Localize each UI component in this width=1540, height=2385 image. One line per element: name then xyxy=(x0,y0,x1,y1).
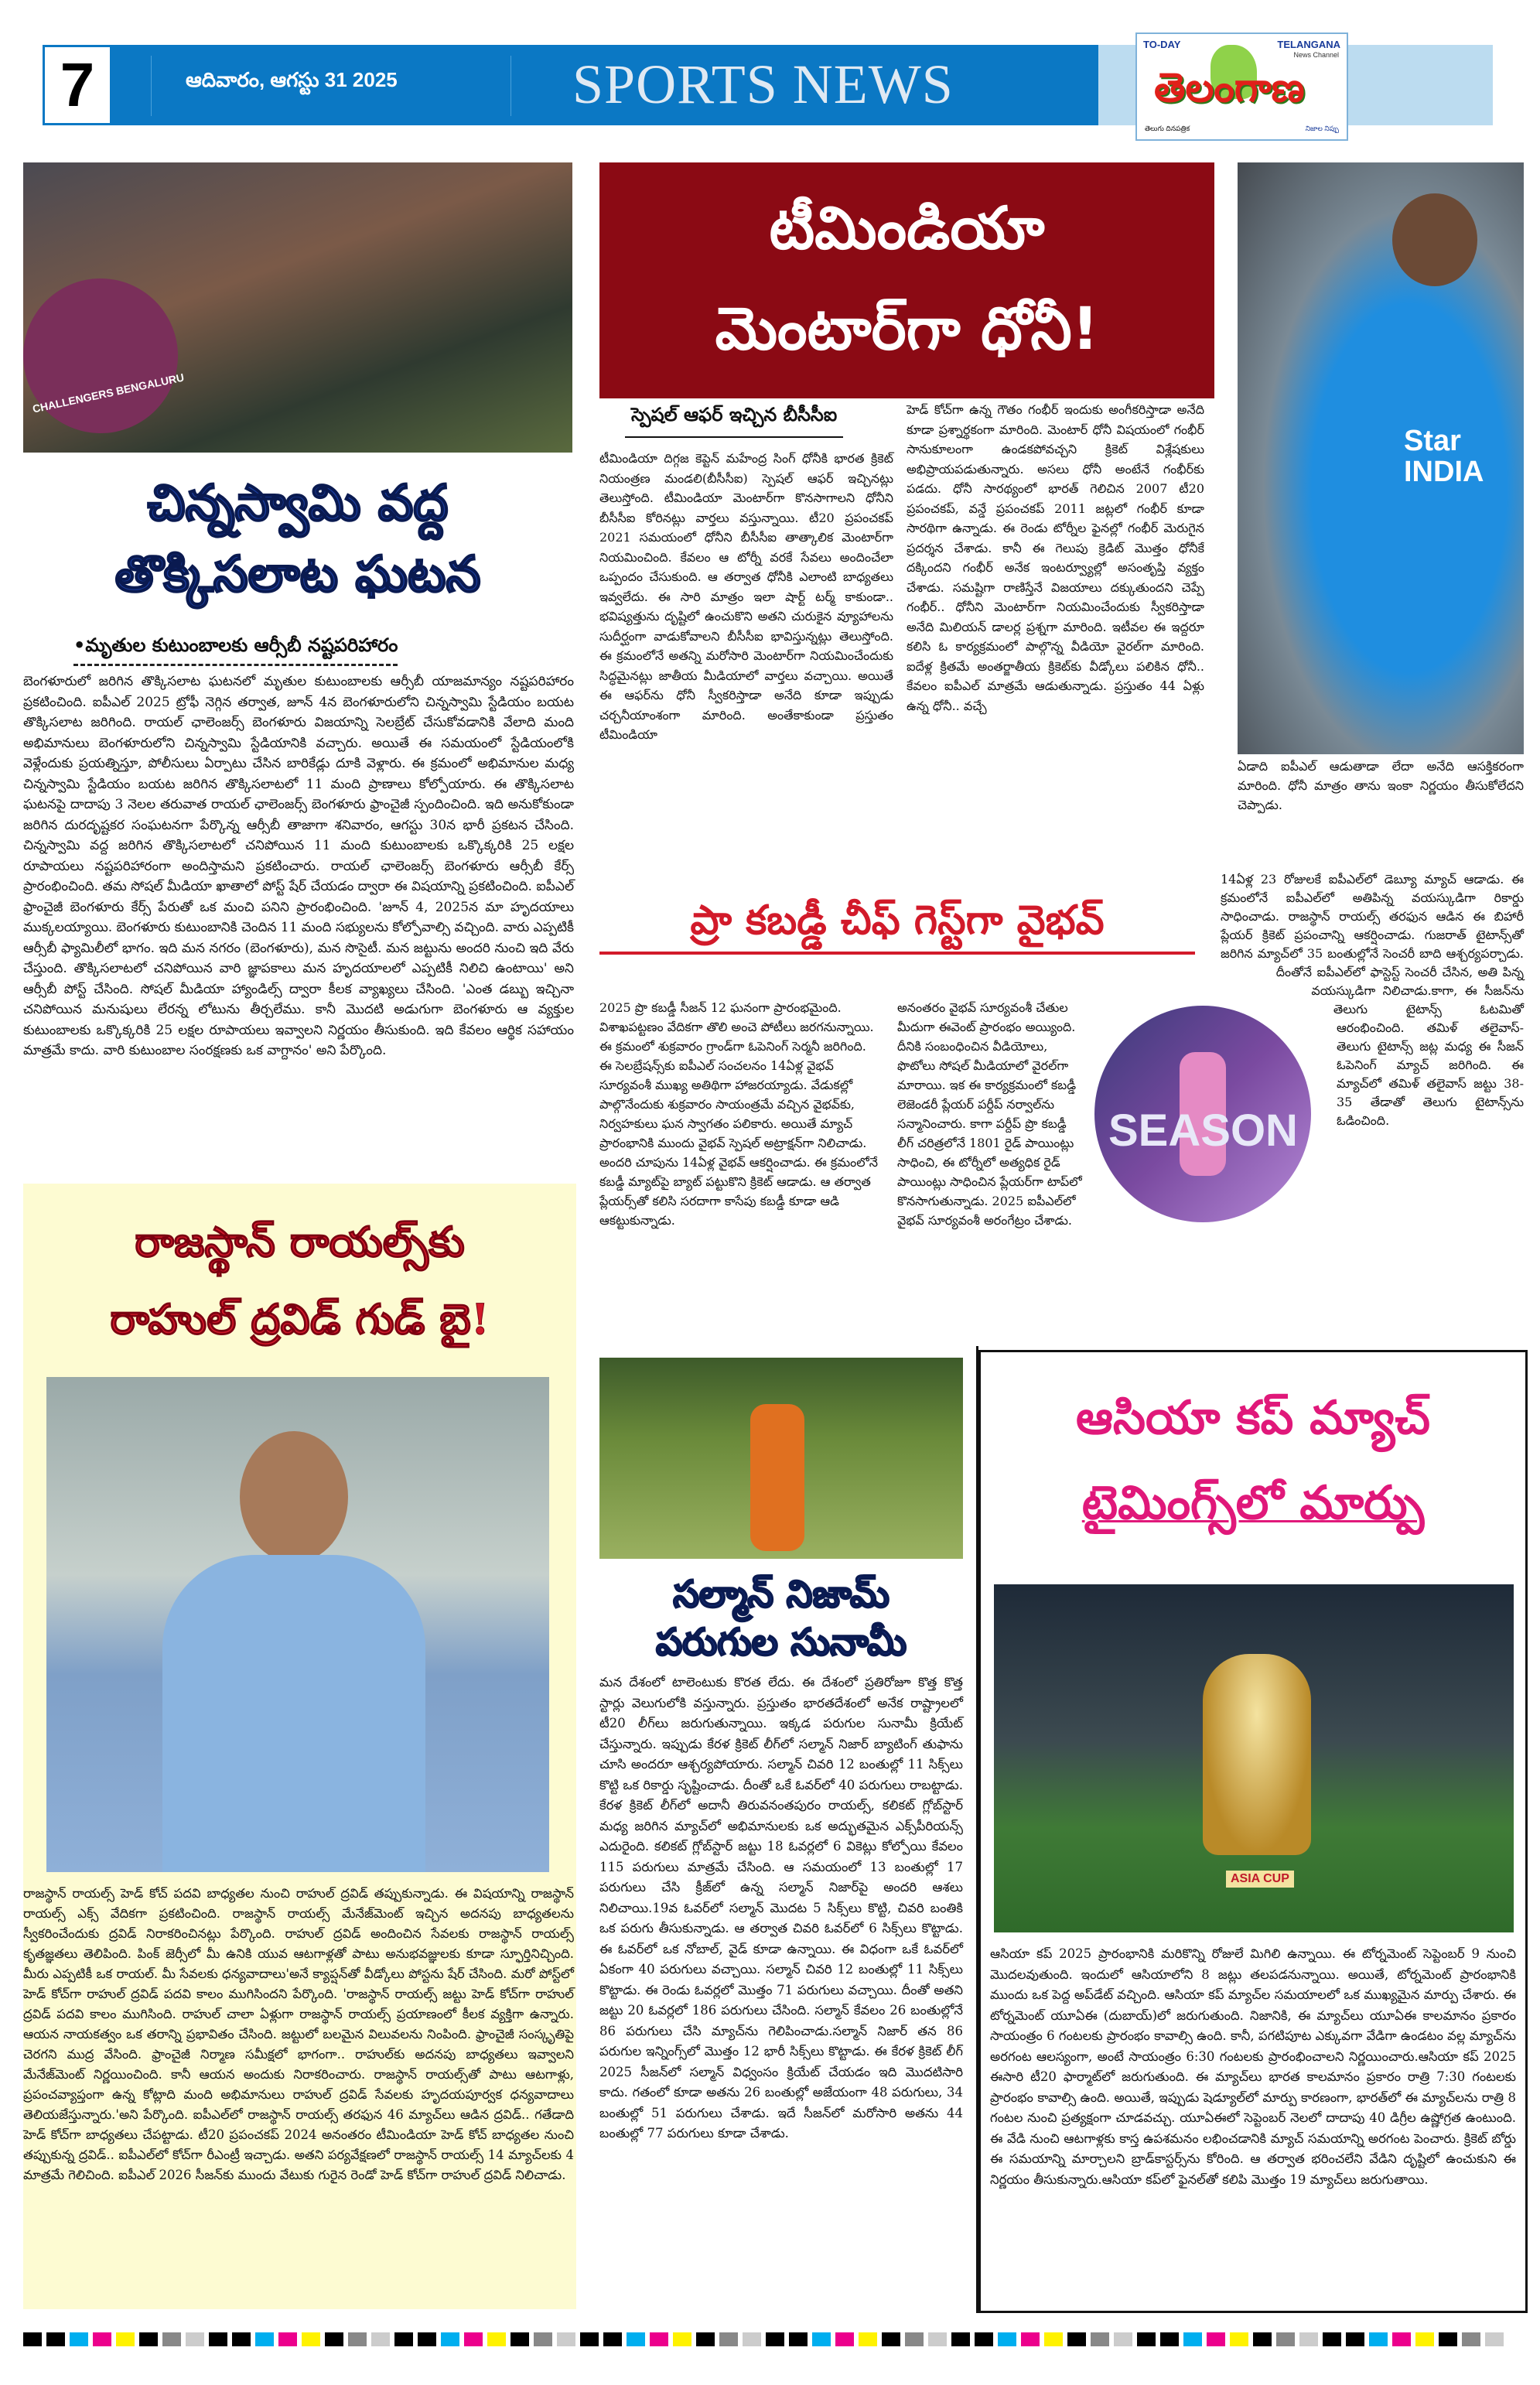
headline-line: చిన్నస్వామి వద్ద xyxy=(147,474,449,532)
registration-marks xyxy=(23,2332,1516,2346)
rcb-body: బెంగళూరులో జరిగిన తొక్కిసలాట ఘటనలో మృతుల కుటుంబాలకు ఆర్సీబీ యాజమాన్యం నష్టపరిహారం ప్రకటించింది. ఐపీఎల్ 2025 ట్రోఫీ నెగ్గిన తర్వాత, జూన్ 4న బెంగళూరులోని చిన్నస్వామి స్టేడియం బయట తొక్కిసలాట జరిగింది. రాయల్ ఛాలెంజర్స్ బెంగళూరు విజయాన్ని సెలబ్రేట్ చేసుకోవడానికి వేలాది మంది అభిమానులు బెంగళూరులోని చిన్నస్వామి స్టేడియానికి వచ్చారు. అయితే ఈ సమయంలో స్టేడియంలోకి వెళ్లేందుకు ప్రయత్నిస్తూ, పోలీసులు ఏర్పాటు చేసిన బారికేడ్లు దూకి వెళ్లారు. ఈ క్రమంలో అభిమానుల మధ్య చిన్నస్వామి స్టేడియం బయట జరిగిన తొక్కిసలాటలో 11 మంది ప్రాణాలు కోల్పోయారు. ఈ తొక్కిసలాట ఘటనపై దాదాపు 3 నెలల తరువాత రాయల్ ఛాలెంజర్స్ బెంగళూరు ఫ్రాంచైజీ స్పందించింది. ఇది అనుకోకుండా జరిగిన దురదృష్టకర సంఘటనగా పేర్కొన్న ఆర్సీబీ తాజాగా శనివారం, ఆగస్టు 30న భారీ ప్రకటన చేసింది. చిన్నస్వామి వద్ద జరిగిన తొక్కిసలాటలో చనిపోయిన 11 మంది కుటుంబాలకు ఒక్కొక్కరికి 25 లక్షల రూపాయలు నష్టపరిహారంగా అందిస్తామని ప్రకటించారు. రాయల్ ఛాలెంజర్స్ బెంగళూరు ఆర్సీబీ కేర్స్ ప్రారంభించింది. తమ సోషల్ మీడియా ఖాతాలో పోస్ట్ షేర్ చేయడం ద్వారా ఈ విషయాన్ని ప్రకటించింది. ఐపీఎల్ ఫ్రాంచైజీ బెంగళూరు కేర్స్ పేరుతో ఒక మంచి పనిని ప్రారంభించింది. 'జూన్ 4, 2025న మా హృదయాలు ముక్కలయ్యాయి. బెంగళూరు కుటుంబానికి చెందిన 11 మంది సభ్యులను కోల్పోవాల్సి వచ్చింది. వారు ఎప్పటికీ ఆర్సీబీ ఫ్యామిలీలో భాగం. ఇది మన నగరం (బెంగళూరు), మన సొసైటీ. మన జట్టును అందరి నుంచి ఇది వేరు చేస్తుంది. తొక్కిసలాటలో చనిపోయిన వారి జ్ఞాపకాలు మన హృదయాలలో ఎప్పటికీ నిలిచి ఉంటాయి' అని ఆర్సీబీ పోస్ట్ చేసింది. సోషల్ మీడియా హ్యాండిల్స్ ద్వారా కీలక వ్యాఖ్యలు చేసింది. 'ఎంత డబ్బు ఇచ్చినా చనిపోయిన మనుషులు లేరన్న లోటును తీర్చలేము. కానీ మొదటి అడుగుగా బెంగళూరు ఆ వ్యక్తుల కుటుంబాలకు ఒక్కొక్కరికి 25 లక్షల రూపాయలు ఇవ్వాలని నిర్ణయం తీసుకుంది. ఇది కేవలం ఆర్థిక సహాయం మాత్రమే కాదు. వారి కుటుంబాల సంరక్షణకు ఒక వాగ్దానం' అని పేర్కొంది. xyxy=(23,674,574,1058)
registration-swatch xyxy=(998,2332,1016,2346)
registration-swatch xyxy=(1369,2332,1388,2346)
dravid-headline xyxy=(23,1184,576,1358)
registration-swatch xyxy=(1230,2332,1248,2346)
dhoni-body-col1: టీమిండియా దిగ్గజ కెప్టెన్ మహేంద్ర సింగ్ ధోనీకి భారత క్రికెట్ నియంత్రణ మండలి(బీసీసీఐ) స్పెషల్ ఆఫర్ ఇచ్చినట్లు తెలుస్తోంది. టీమిండియా మెంటార్‌గా కొనసాగాలని ధోనీని బీసీసీఐ కోరినట్లు వార్తలు వస్తున్నాయి. టీ20 ప్రపంచకప్ 2021 సమయంలో ధోనీని బీసీసీఐ తాత్కాలిక మెంటార్‌గా నియమించింది. కేవలం ఆ టోర్నీ వరకే సేవలు అందించేలా ఒప్పందం చేసుకుంది. ఆ తర్వాత ధోనీకి ఎలాంటి బాధ్యతలు ఇవ్వలేదు. ఈ సారి మాత్రం ఇలా షార్ట్ టర్మ్ కాకుండా.. భవిష్యత్తును దృష్టిలో ఉంచుకొని అతని చురుకైన వ్యూహాలను సుదీర్ఘంగా వాడుకోవాలని బీసీసీఐ భావిస్తున్నట్లు తెలుస్తోంది. ఈ క్రమంలోనే అతన్ని మరోసారి మెంటార్‌గా నియమించేందుకు సిద్ధమైనట్లు జాతీయ మీడియాలో వార్తలు వచ్చాయి. అయితే ఈ ఆఫర్‌ను ధోనీ స్వీకరిస్తాడా అనేది కూడా ఇప్పుడు చర్చనీయాంశంగా మారింది. అంతేకాకుండా ప్రస్తుతం టీమిండియా xyxy=(599,451,893,742)
registration-swatch xyxy=(186,2332,204,2346)
photo-caption-text: CHALLENGERS BENGALURU xyxy=(31,371,186,415)
logo-text: తెలంగాణ xyxy=(1154,65,1305,111)
asiacup-body: ఆసియా కప్ 2025 ప్రారంభానికి మరికొన్ని రోజులే మిగిలి ఉన్నాయి. ఈ టోర్నమెంట్ సెప్టెంబర్ 9 నుంచి మొదలవుతుంది. ఇందులో ఆసియాలోని 8 జట్లు తలపడనున్నాయి. అయితే, టోర్నమెంట్ ప్రారంభానికి ముందు ఒక పెద్ద అప్‌డేట్ వచ్చింది. ఆసియా కప్ మ్యాచ్‌ల సమయాలలో ఒక ముఖ్యమైన మార్పు చేశారు. ఈ టోర్నమెంట్ యూఏఈ (దుబాయ్)లో జరుగుతుంది. నిజానికి, ఈ మ్యాచ్‌లు యూఏఈ కాలమానం ప్రకారం సాయంత్రం 6 గంటలకు ప్రారంభం కావాల్సి ఉంది. కానీ, పగటిపూట ఎక్కువగా వేడిగా ఉండటం వల్ల మ్యాచ్‌ను అరగంట ఆలస్యంగా, అంటే సాయంత్రం 6:30 గంటలకు ప్రారంభించాలని నిర్ణయించారు.ఆసియా కప్ 2025 ఈసారి టీ20 ఫార్మాట్‌లో జరుగుతుంది. ఈ మ్యాచ్‌లు భారత కాలమానం ప్రకారం రాత్రి 7:30 గంటలకు ప్రారంభం కావాల్సి ఉంది. అయితే, ఇప్పుడు షెడ్యూల్‌లో మార్పు కారణంగా, భారత్‌లో ఈ మ్యాచ్‌లను రాత్రి 8 గంటల నుంచి ప్రత్యక్షంగా చూడవచ్చు. యూఏఈలో సెప్టెంబర్ నెలలో దాదాపు 40 డిగ్రీల ఉష్ణోగ్రత ఉంటుంది. ఈ వేడి నుంచి ఆటగాళ్లకు కాస్త ఉపశమనం లభించడానికి మ్యాచ్ సమయాన్ని అరగంట పెంచారు. క్రికెట్ బోర్డు ఈ సమయాన్ని మార్చాలని బ్రాడ్‌కాస్టర్స్‌ను కోరింది. ఆ తర్వాత భరించలేని వేడిని దృష్టిలో ఉంచుకుని ఈ నిర్ణయం తీసుకున్నారు.ఆసియా కప్‌లో ఫైనల్‌తో కలిపి మొత్తం 19 మ్యాచ్‌లు జరుగుతాయి. xyxy=(990,1946,1516,2187)
logo-text: News Channel xyxy=(1293,51,1339,59)
masthead-logo xyxy=(1135,32,1348,141)
headline-line: సల్మాన్ నిజామ్ xyxy=(673,1573,890,1616)
registration-swatch xyxy=(580,2332,599,2346)
section-title: SPORTS NEWS xyxy=(572,53,954,115)
rcb-subhead: •మృతుల కుటుంబాలకు ఆర్సీబీ నష్టపరిహారం xyxy=(73,634,398,666)
registration-swatch xyxy=(1439,2332,1457,2346)
page-number: 7 xyxy=(43,45,112,125)
salman-photo xyxy=(599,1358,963,1559)
registration-swatch xyxy=(603,2332,622,2346)
registration-swatch xyxy=(46,2332,65,2346)
registration-swatch xyxy=(975,2332,993,2346)
registration-swatch xyxy=(534,2332,552,2346)
registration-swatch xyxy=(510,2332,529,2346)
kabaddi-body-col3 xyxy=(1221,870,1524,1304)
registration-swatch xyxy=(1392,2332,1411,2346)
divider xyxy=(510,56,511,116)
registration-swatch xyxy=(325,2332,343,2346)
registration-swatch xyxy=(1137,2332,1156,2346)
registration-swatch xyxy=(1160,2332,1179,2346)
dhoni-body-col3: ఏడాది ఐపీఎల్ ఆడుతాడా లేదా అనేది ఆసక్తికరంగా మారింది. ధోనీ మాత్రం తాను ఇంకా నిర్ణయం తీసుకోలేదని చెప్పాడు. xyxy=(1238,759,1524,812)
headline-line: రాహుల్ ద్రవిడ్ గుడ్ బై! xyxy=(110,1294,490,1344)
registration-swatch xyxy=(232,2332,251,2346)
registration-swatch xyxy=(23,2332,42,2346)
registration-swatch xyxy=(1044,2332,1063,2346)
asiacup-article-box xyxy=(978,1350,1528,2313)
asiacup-headline xyxy=(981,1352,1525,1546)
registration-swatch xyxy=(789,2332,808,2346)
registration-swatch xyxy=(302,2332,320,2346)
registration-swatch xyxy=(394,2332,413,2346)
registration-swatch xyxy=(464,2332,483,2346)
player-hoodie xyxy=(162,1555,425,1872)
headline-line: టీమిండియా xyxy=(769,193,1045,262)
registration-swatch xyxy=(1299,2332,1318,2346)
dhoni-headline xyxy=(599,162,1214,379)
registration-swatch xyxy=(93,2332,111,2346)
kabaddi-body-col2: అనంతరం వైభవ్ సూర్యవంశీ చేతుల మీదుగా ఈవెంట్ ప్రారంభం అయ్యింది. దీనికి సంబంధించిన వీడియోలు, ఫొటోలు సోషల్ మీడియాలో వైరల్‌గా మారాయి. ఇక ఈ కార్యక్రమంలో కబడ్డీ లెజెండరీ ప్లేయర్ పర్దీప్ నర్వాల్‌ను సన్మానించారు. కాగా పర్దీప్ ప్రొ కబడ్డీ లీగ్ చరిత్రలోనే 1801 రైడ్ పాయింట్లు సాధించి, ఈ టోర్నీలో అత్యధిక రైడ్ పాయింట్లు సాధించిన ప్లేయర్‌గా టాప్‌లో కొనసాగుతున్నాడు. 2025 ఐపీఎల్‌లో వైభవ్ సూర్యవంశీ అరంగేట్రం చేశాడు. xyxy=(897,1000,1082,1228)
dravid-photo xyxy=(46,1377,549,1872)
registration-swatch xyxy=(1067,2332,1086,2346)
registration-swatch xyxy=(1207,2332,1225,2346)
registration-swatch xyxy=(487,2332,506,2346)
registration-swatch xyxy=(116,2332,135,2346)
registration-swatch xyxy=(255,2332,274,2346)
photo-background-text: SEASON xyxy=(1108,1105,1298,1156)
registration-swatch xyxy=(766,2332,784,2346)
player-head xyxy=(1392,193,1477,286)
registration-swatch xyxy=(719,2332,738,2346)
player-head xyxy=(240,1431,348,1563)
registration-swatch xyxy=(209,2332,227,2346)
trophy-icon xyxy=(1203,1654,1311,1855)
registration-swatch xyxy=(1346,2332,1364,2346)
logo-text: నిజాల నిప్పు xyxy=(1305,125,1339,132)
registration-swatch xyxy=(743,2332,761,2346)
rcb-stampede-photo xyxy=(23,162,572,453)
registration-swatch xyxy=(1276,2332,1295,2346)
kabaddi-text: 14ఏళ్ల 23 రోజులకే ఐపీఎల్‌లో డెబ్యూ మ్యాచ్ ఆడాడు. ఈ క్రమంలోనే ఐపీఎల్‌లో అతిపిన్న వయస్కుడిగా రికార్డు సాధించాడు. రాజస్థాన్ రాయల్స్ తరఫున ఆడిన ఈ బిహారీ ప్లేయర్ క్రికెట్ ప్రపంచాన్ని ఆకర్షించాడు. గుజరాత్ టైటాన్స్‌తో జరిగిన మ్యాచ్‌లో 35 బంతుల్లోనే సెంచరీ బాది ఆశ్చర్యపర్చాడు. దీంతోనే ఐపీఎల్‌లో ఫాస్టెస్ట్ సెంచరీ చేసిన, అతి పిన్న వయస్కుడిగా నిలిచాడు.కాగా, ఈ సీజన్‌ను తెలుగు టైటాన్స్ ఓటమితో ఆరంభించింది. తమిళ్ తలైవాస్- తెలుగు టైటాన్స్ జట్ల మధ్య ఈ సీజన్ ఓపెనింగ్ మ్యాచ్ జరిగింది. ఈ మ్యాచ్‌లో తమిళ్ తలైవాస్ జట్టు 38- 35 తేడాతో తెలుగు టైటాన్స్‌ను ఓడించింది. xyxy=(1221,872,1524,1128)
dhoni-headline-box xyxy=(599,162,1214,398)
registration-swatch xyxy=(557,2332,575,2346)
registration-swatch xyxy=(627,2332,645,2346)
headline-line: మెంటార్‌గా ధోనీ! xyxy=(715,294,1099,363)
registration-swatch xyxy=(882,2332,900,2346)
dhoni-photo xyxy=(1238,162,1524,754)
headline-line: పరుగుల సునామీ xyxy=(655,1621,907,1664)
trophy-label: ASIA CUP xyxy=(1226,1871,1294,1888)
registration-swatch xyxy=(1462,2332,1480,2346)
rcb-headline xyxy=(23,468,572,610)
registration-swatch xyxy=(1323,2332,1341,2346)
logo-text: తెలుగు దినపత్రిక xyxy=(1145,125,1190,132)
divider xyxy=(151,56,152,116)
registration-swatch xyxy=(418,2332,436,2346)
headline-line: టైమింగ్స్‌లో మార్పు xyxy=(1081,1476,1425,1530)
registration-swatch xyxy=(1091,2332,1109,2346)
registration-swatch xyxy=(812,2332,831,2346)
registration-swatch xyxy=(650,2332,668,2346)
registration-swatch xyxy=(441,2332,459,2346)
registration-swatch xyxy=(1253,2332,1272,2346)
headline-line: రాజస్థాన్ రాయల్స్‌కు xyxy=(135,1217,465,1266)
registration-swatch xyxy=(835,2332,854,2346)
asiacup-trophy-photo xyxy=(994,1584,1514,1932)
registration-swatch xyxy=(1021,2332,1040,2346)
headline-line: తొక్కిసలాట ఘటన xyxy=(114,545,481,603)
jersey-text: Star INDIA xyxy=(1404,425,1484,488)
registration-swatch xyxy=(1485,2332,1504,2346)
registration-swatch xyxy=(673,2332,691,2346)
registration-swatch xyxy=(1114,2332,1132,2346)
registration-swatch xyxy=(951,2332,970,2346)
kabaddi-body-col1: 2025 ప్రొ కబడ్డీ సీజన్ 12 ఘనంగా ప్రారంభమైంది. విశాఖపట్టణం వేదికగా తొలి అంచె పోటీలు జరగనున్నాయి. ఈ క్రమంలో శుక్రవారం గ్రాండ్‌గా ఓపెనింగ్ సెర్మనీ జరిగింది. ఈ సెలబ్రేషన్స్‌కు ఐపీఎల్ సంచలనం 14ఏళ్ల వైభవ్ సూర్యవంశీ ముఖ్య అతిథిగా హాజరయ్యాడు. వేడుకల్లో పాల్గొనేందుకు శుక్రవారం సాయంత్రమే వచ్చిన వైభవ్‌కు, నిర్వహకులు ఘన స్వాగతం పలికారు. అయితే మ్యాచ్ ప్రారంభానికి ముందు వైభవ్ స్పెషల్ అట్రాక్షన్‌గా నిలిచాడు. అందరి చూపును 14ఏళ్ల వైభవ్ ఆకర్షించాడు. ఈ క్రమంలోనే కబడ్డీ మ్యాట్‌పై బ్యాట్ పట్టుకొని క్రికెట్ ఆడాడు. ఆ తర్వాత ప్లేయర్స్‌తో కలిసి సరదాగా కాసేపు కబడ్డీ కూడా ఆడి ఆకట్టుకున్నాడు. xyxy=(599,1000,878,1228)
dravid-body: రాజస్థాన్ రాయల్స్ హెడ్ కోచ్ పదవి బాధ్యతల నుంచి రాహుల్ ద్రవిడ్ తప్పుకున్నాడు. ఈ విషయాన్ని రాజస్థాన్ రాయల్స్ ఎక్స్ వేదికగా ప్రకటించింది. రాజస్థాన్ రాయల్స్ మేనేజ్‌మెంట్ ఇచ్చిన అదనపు బాధ్యతలను స్వీకరించేందుకు ద్రవిడ్ నిరాకరించినట్లు పేర్కొంది. రాహుల్ ద్రవిడ్ అందించిన సేవలకు రాజస్థాన్ రాయల్స్ కృతజ్ఞతలు తెలిపింది. పింక్ జెర్సీలో మీ ఉనికి యువ ఆటగాళ్లతో పాటు అనుభవజ్ఞులకు కూడా స్ఫూర్తినిచ్చింది. మీరు ఎప్పటికీ ఒక రాయల్. మీ సేవలకు ధన్యవాదాలు'అనే క్యాప్షన్‌తో వీడ్కోలు పోస్టను షేర్ చేసింది. మరో పోస్ట్‌లో హెడ్ కోచ్‌గా రాహుల్ ద్రవిడ్ పదవి కాలం ముగిసిందని పేర్కొంది. 'రాజస్థాన్ రాయల్స్ జట్టు హెడ్ కోచ్‌గా రాహుల్ ద్రవిడ్ పదవి కాలం ముగిసింది. రాహుల్ చాలా ఏళ్లుగా రాజస్థాన్ రాయల్స్ ప్రయాణంలో కీలక వ్యక్తిగా ఉన్నారు. ఆయన నాయకత్వం ఒక తరాన్ని ప్రభావితం చేసింది. జట్టులో బలమైన విలువలను నింపింది. ఫ్రాంచైజీ సంస్కృతిపై చెరగని ముద్ర వేసింది. ఫ్రాంచైజీ నిర్మాణ సమీక్షలో భాగంగా.. రాహుల్‌కు అదనపు బాధ్యతలు ఇవ్వాలని మేనేజ్‌మెంట్ నిర్ణయించింది. కానీ ఆయన అందుకు నిరాకరించారు. రాజస్థాన్ రాయల్స్‌తో పాటు ఆటగాళ్లు, ప్రపంచవ్యాప్తంగా ఉన్న కోట్లాది మంది అభిమానులు రాహుల్ ద్రవిడ్ సేవలకు హృదయపూర్వక ధన్యవాదాలు తెలియజేస్తున్నారు.'అని పేర్కొంది. ఐపీఎల్‌లో రాజస్థాన్ రాయల్స్ తరఫున 46 మ్యాచ్‌లు ఆడిన ద్రవిడ్.. గతేడాది హెడ్ కోచ్‌గా బాధ్యతలు చేపట్టాడు. టీ20 ప్రపంచకప్ 2024 అనంతరం టీమిండియా హెడ్ కోచ్ బాధ్యతల నుంచి తప్పుకున్న ద్రవిడ్.. ఐపీఎల్‌లో కోచ్‌గా రీఎంట్రీ ఇచ్చాడు. అతని పర్యవేక్షణలో రాజస్థాన్ రాయల్స్ 14 మ్యాచ్‌లకు 4 మాత్రమే గెలిచింది. ఐపీఎల్ 2026 సీజన్‌కు ముందు వేటుకు గురైన రెండో హెడ్ కోచ్‌గా రాహుల్ ద్రవిడ్ నిలిచాడు. xyxy=(23,1886,574,2182)
registration-swatch xyxy=(70,2332,88,2346)
logo-text: TO-DAY xyxy=(1143,39,1181,50)
salman-body: మన దేశంలో టాలెంటుకు కొరత లేదు. ఈ దేశంలో ప్రతిరోజూ కొత్త కొత్త స్టార్లు వెలుగులోకి వస్తున్నారు. ప్రస్తుతం భారతదేశంలో అనేక రాష్ట్రాలలో టీ20 లీగ్‌లు జరుగుతున్నాయి. ఇక్కడ పరుగుల సునామీ క్రియేట్ చేస్తున్నారు. ఇప్పుడు కేరళ క్రికెట్ లీగ్‌లో సల్మాన్ నిజార్ బ్యాటింగ్ తుఫాను చూసి అందరూ ఆశ్చర్యపోయారు. సల్మాన్ చివరి 12 బంతుల్లో 11 సిక్స్‌లు కొట్టి ఒక రికార్డు సృష్టించాడు. దీంతో ఒకే ఓవర్‌లో 40 పరుగులు రాబట్టాడు. కేరళ క్రికెట్ లీగ్‌లో అదానీ తిరువనంతపురం రాయల్స్, కలికట్ గ్లోబ్‌స్టార్ మధ్య జరిగిన మ్యాచ్‌లో అభిమానులకు ఒక అద్భుతమైన ఎక్స్‌పీరియన్స్ ఎదురైంది. కలికట్ గ్లోబ్‌స్టార్ జట్టు 18 ఓవర్లలో 6 వికెట్లు కోల్పోయి కేవలం 115 పరుగులు మాత్రమే చేసింది. ఆ సమయంలో 13 బంతుల్లో 17 పరుగులు చేసి క్రీజ్‌లో ఉన్న సల్మాన్ నిజార్‌పై అందరి ఆశలు నిలిచాయి.19వ ఓవర్‌లో సల్మాన్ మొదట 5 సిక్స్‌లు కొట్టి, చివరి బంతికి ఒక పరుగు తీసుకున్నాడు. ఆ తర్వాత చివరి ఓవర్‌లో 6 సిక్స్‌లు కొట్టాడు. ఈ ఓవర్‌లో ఒక నోబాల్, వైడ్ కూడా ఉన్నాయి. ఈ విధంగా ఒకే ఓవర్‌లో ఏకంగా 40 పరుగులు వచ్చాయి. సల్మాన్ చివరి 12 బంతుల్లో 11 సిక్స్‌లు కొట్టాడు. ఈ రెండు ఓవర్లలో మొత్తం 71 పరుగులు వచ్చాయి. దీంతో అతని జట్టు 20 ఓవర్లలో 186 పరుగులు చేసింది. సల్మాన్ కేవలం 26 బంతుల్లోనే 86 పరుగులు చేసి మ్యాచ్‌ను గెలిపించాడు.సల్మాన్ నిజార్ తన 86 పరుగుల ఇన్నింగ్స్‌లో మొత్తం 12 భారీ సిక్స్‌లు కొట్టాడు. ఈ కేరళ క్రికెట్ లీగ్ 2025 సీజన్‌లో సల్మాన్ విధ్వంసం క్రియేట్ చేయడం ఇది మొదటిసారి కాదు. గతంలో కూడా అతను 26 బంతుల్లో అజేయంగా 48 పరుగులు, 34 బంతుల్లో 51 పరుగులు చేశాడు. ఇదే సీజన్‌లో మరోసారి అతను 44 బంతుల్లో 77 పరుగులు కూడా చేశాడు. xyxy=(599,1675,963,2141)
headline-line: ఆసియా కప్ మ్యాచ్ xyxy=(1076,1391,1430,1445)
player-figure xyxy=(750,1404,804,1551)
registration-swatch xyxy=(162,2332,181,2346)
dhoni-body-col2: హెడ్ కోచ్‌గా ఉన్న గౌతం గంభీర్ ఇందుకు అంగీకరిస్తాడా అనేది కూడా ప్రశ్నార్థకంగా మారింది. మెంటార్ ధోనీ విషయంలో గంభీర్ సానుకూలంగా ఉండకపోవచ్చని క్రికెట్ విశ్లేషకులు అభిప్రాయపడుతున్నారు. అసలు ధోనీ అంటేనే గంభీర్‌కు పడదు. ధోనీ సారథ్యంలో భారత్ గెలిచిన 2007 టీ20 ప్రపంచకప్, వన్డే ప్రపంచకప్ 2011 జట్లలో గంభీర్ కూడా సారథిగా ఉన్నాడు. ఈ రెండు టోర్నీల ఫైనల్లో గంభీర్ మెరుగైన ప్రదర్శన చేశాడు. కానీ ఈ గెలుపు క్రెడిట్ మొత్తం ధోనీకే దక్కిందని గంభీర్ అనేక ఇంటర్వ్యూల్లో అసంతృప్తి వ్యక్తం చేశాడు. సమష్టిగా రాణిస్తేనే విజయాలు దక్కుతుందని చెప్పే గంభీర్.. ధోనీని మెంటార్‌గా నియమించేందుకు స్వీకరిస్తాడా అనేది మిలియన్ డాలర్ల ప్రశ్నగా మారింది. ఇటీవల ఈ ఇద్దరూ కలిసి ఓ కార్యక్రమంలో పాల్గొన్న వీడియో వైరల్‌గా మారింది. ఐదేళ్ల క్రితమే అంతర్జాతీయ క్రికెట్‌కు వీడ్కోలు పలికిన ధోనీ.. కేవలం ఐపీఎల్ మాత్రమే ఆడుతున్నాడు. ప్రస్తుతం 44 ఏళ్లు ఉన్న ధోనీ.. వచ్చే xyxy=(907,402,1204,713)
registration-swatch xyxy=(1183,2332,1202,2346)
salman-headline xyxy=(599,1570,963,1666)
registration-swatch xyxy=(278,2332,297,2346)
registration-swatch xyxy=(928,2332,947,2346)
logo-text: TELANGANA xyxy=(1277,39,1340,50)
issue-date: ఆదివారం, ఆగస్టు 31 2025 xyxy=(186,68,398,91)
kabaddi-headline: ప్రా కబడ్డీ చీఫ్ గెస్ట్‌గా వైభవ్ xyxy=(599,890,1195,955)
registration-swatch xyxy=(348,2332,367,2346)
registration-swatch xyxy=(139,2332,158,2346)
dravid-article-box xyxy=(23,1184,576,2309)
registration-swatch xyxy=(859,2332,877,2346)
registration-swatch xyxy=(696,2332,715,2346)
registration-swatch xyxy=(1415,2332,1434,2346)
registration-swatch xyxy=(905,2332,924,2346)
registration-swatch xyxy=(371,2332,390,2346)
dhoni-subhead: స్పెషల్ ఆఫర్ ఇచ్చిన బీసీసీఐ xyxy=(625,404,843,438)
